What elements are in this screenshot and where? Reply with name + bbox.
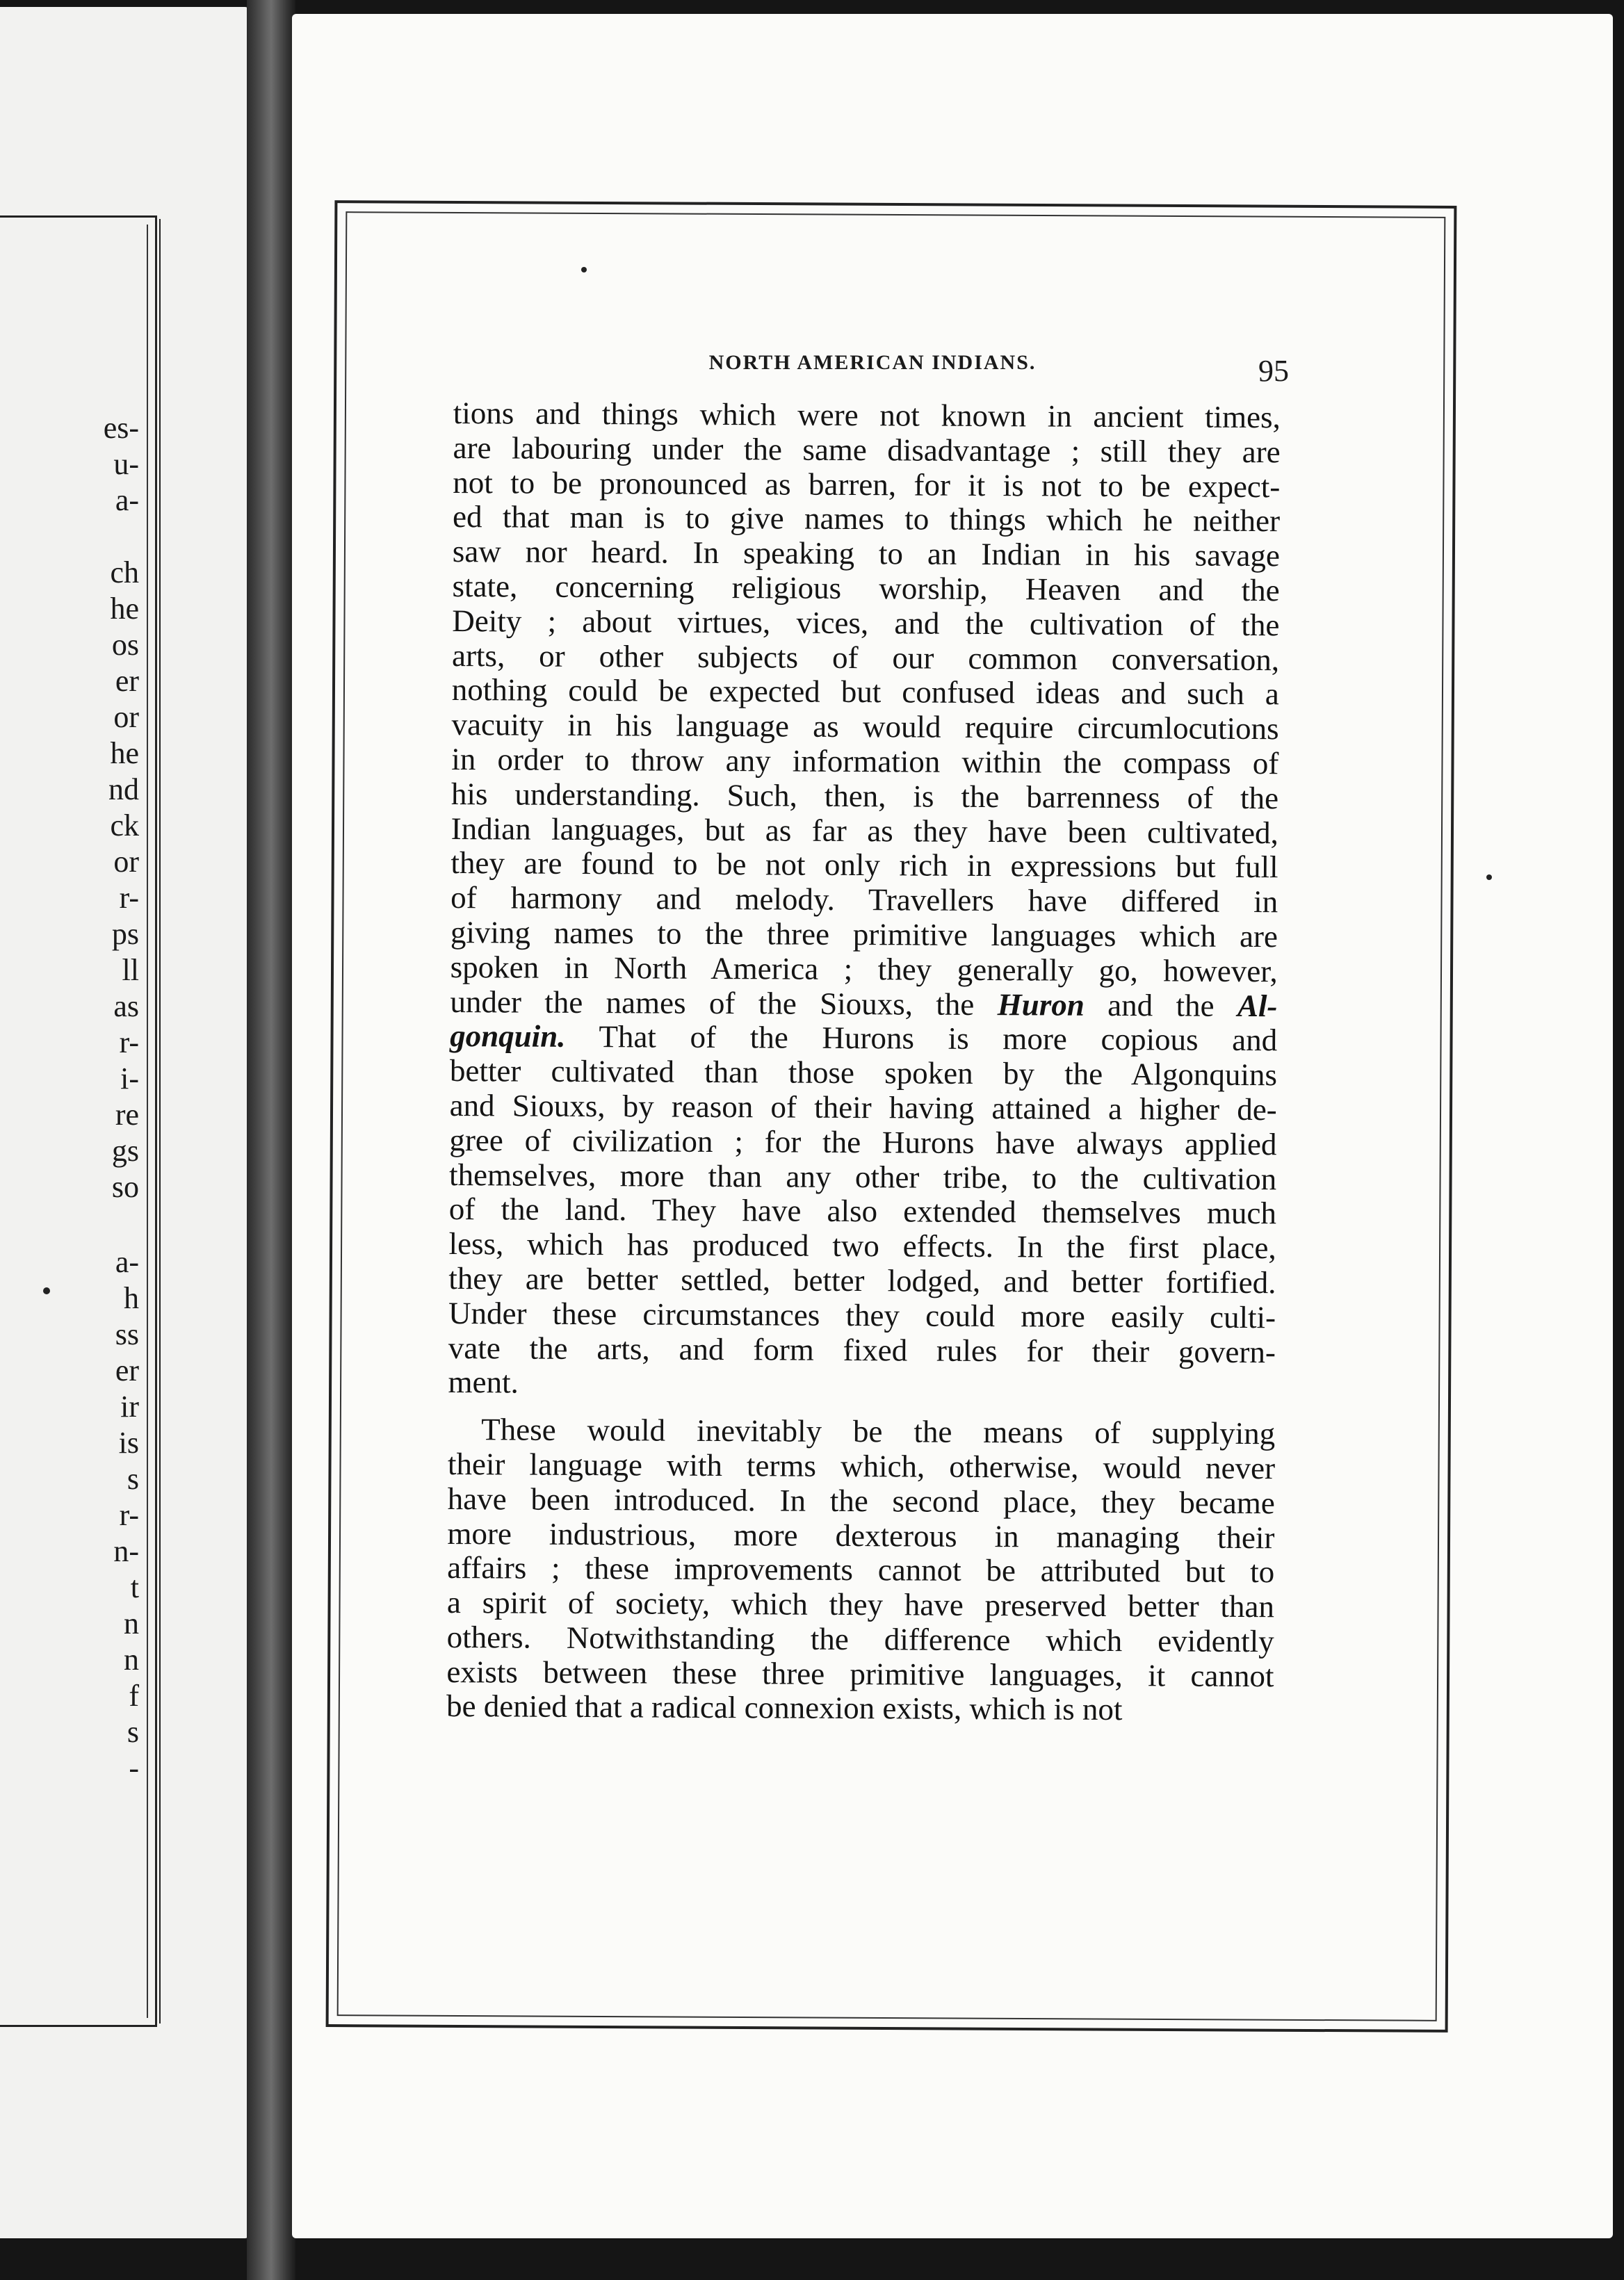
text-line: in order to throw any information within the compass of (451, 741, 1279, 781)
text-line: arts, or other subjects of our common conversation, (451, 637, 1280, 677)
text-fragment: r- (119, 1025, 139, 1059)
text-line: gree of civilization ; for the Hurons have always applied (449, 1122, 1277, 1162)
text-line: giving names to the three primitive languages which are (450, 914, 1278, 954)
text-line: Under these circumstances they could more easily culti- (448, 1295, 1276, 1335)
text-fragment: h (124, 1281, 139, 1315)
text-line: under the names of the Siouxs, the Huron and the Al- (450, 984, 1278, 1023)
text-fragment: ll (122, 953, 139, 987)
text-fragment: ps (111, 917, 139, 951)
text-fragment: u- (113, 447, 139, 481)
text-line: better cultivated than those spoken by the Algonquins (449, 1053, 1278, 1093)
text-line: tions and things which were not known in ancient times, (453, 396, 1281, 435)
print-speck (43, 1287, 50, 1294)
text-line: be denied that a radical connexion exists, which is not (446, 1688, 1123, 1727)
page-number: 95 (1258, 354, 1289, 388)
text-line: gonquin. That of the Hurons is more copious and (450, 1018, 1278, 1058)
text-fragment: ir (120, 1390, 139, 1424)
text-fragment: nd (108, 772, 139, 806)
text-line: others. Notwithstanding the difference which evidently (446, 1619, 1274, 1659)
text-line: and Siouxs, by reason of their having attained a higher de- (449, 1087, 1277, 1127)
text-line: of harmony and melody. Travellers have differed in (450, 880, 1278, 920)
text-line: themselves, more than any other tribe, to the cultivation (449, 1157, 1277, 1196)
text-fragment: or (113, 700, 139, 734)
text-fragment: as (113, 989, 139, 1023)
text-fragment: t (130, 1570, 139, 1604)
text-line: nothing could be expected but confused ideas and such a (451, 672, 1279, 712)
previous-page-text-fragments (0, 410, 139, 1786)
text-fragment: is (118, 1426, 139, 1460)
text-line: ment. (448, 1365, 519, 1400)
running-head: NORTH AMERICAN INDIANS. (708, 351, 1037, 374)
text-fragment: n- (113, 1534, 139, 1568)
text-fragment: gs (111, 1134, 139, 1168)
text-fragment (0, 519, 139, 555)
text-line: not to be pronounced as barren, for it is not to be expect- (453, 464, 1281, 504)
text-fragment: n (124, 1606, 139, 1640)
text-fragment: r- (119, 1498, 139, 1532)
text-fragment: s (127, 1715, 139, 1749)
text-line: vacuity in his language as would require circumlocutions (451, 707, 1279, 747)
text-fragment: ch (110, 555, 139, 589)
book-gutter (247, 0, 295, 2280)
text-line: state, concerning religious worship, Heaven and the (452, 568, 1280, 608)
text-line: less, which has produced two effects. In the first place, (448, 1226, 1276, 1266)
text-line: have been introduced. In the second place, they became (447, 1481, 1275, 1520)
text-fragment: he (110, 736, 139, 770)
text-fragment: so (111, 1170, 139, 1204)
text-fragment: ck (110, 808, 139, 842)
text-line: spoken in North America ; they generally go, however, (450, 949, 1278, 988)
text-fragment: he (110, 592, 139, 626)
text-line: his understanding. Such, then, is the barrenness of the (450, 776, 1279, 815)
text-line: vate the arts, and form fixed rules for their govern- (448, 1330, 1276, 1369)
text-fragment: f (129, 1679, 139, 1713)
text-line: their language with terms which, otherwise, would never (447, 1446, 1276, 1486)
text-line: they are found to be not only rich in expressions but full (450, 845, 1278, 885)
text-fragment: ss (115, 1317, 139, 1351)
print-speck (1486, 874, 1492, 880)
text-fragment: a- (115, 483, 139, 517)
text-fragment: s (127, 1462, 139, 1496)
text-fragment: os (111, 628, 139, 662)
text-fragment: er (115, 1353, 139, 1387)
print-speck (581, 267, 587, 272)
text-line: ed that man is to give names to things which he neither (452, 499, 1281, 539)
text-line: are labouring under the same disadvantage ; still they are (453, 430, 1281, 470)
previous-page (0, 7, 250, 2238)
text-line: exists between these three primitive languages, it cannot (446, 1654, 1274, 1693)
text-fragment: or (113, 845, 139, 879)
text-fragment: re (115, 1098, 139, 1132)
text-line: affairs ; these improvements cannot be attributed but to (447, 1550, 1275, 1590)
body-text (446, 396, 1281, 1728)
text-fragment: es- (103, 411, 139, 445)
text-line: they are better settled, better lodged, and better fortified. (448, 1260, 1276, 1301)
text-fragment: a- (115, 1245, 139, 1279)
text-fragment: n (124, 1643, 139, 1677)
text-fragment: i- (120, 1061, 139, 1096)
text-fragment: er (115, 664, 139, 698)
text-fragment: r- (119, 881, 139, 915)
text-fragment: - (129, 1751, 139, 1785)
text-line: more industrious, more dexterous in managing their (447, 1515, 1275, 1555)
text-line: of the land. They have also extended themselves much (448, 1191, 1277, 1231)
text-line: Indian languages, but as far as they have been cultivated, (450, 811, 1278, 850)
text-line: saw nor heard. In speaking to an Indian in his savage (452, 534, 1281, 573)
text-line: a spirit of society, which they have preserved better than (446, 1585, 1275, 1624)
text-line: These would inevitably be the means of supplying (481, 1412, 1276, 1451)
text-line: Deity ; about virtues, vices, and the cultivation of the (452, 603, 1280, 643)
